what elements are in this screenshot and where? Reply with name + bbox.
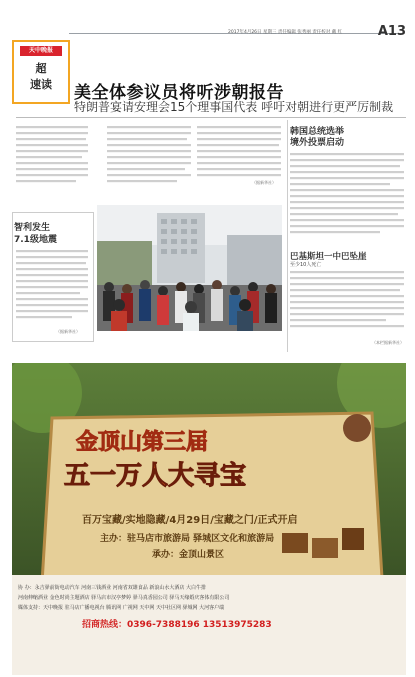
text-lines-graphic [16, 126, 88, 196]
sidebar-credit: （本栏据新华社） [372, 340, 404, 345]
ad-title-line1: 金顶山第三届 [76, 430, 209, 455]
sidebar-story2-subtitle: 至少10人死亡 [290, 262, 322, 268]
ad-hotline-label: 招商热线： [82, 620, 128, 630]
ad-support-line2: 河南伸缩酒业 金色时尚主题酒店 驿马店市汉亭梦婷 驿马真香园公司 驿马天缘婚庆客体有限公司 [18, 595, 230, 601]
lead-credit: （据新华社） [252, 180, 276, 185]
ad-host: 主办：驻马店市旅游局 驿城区文化和旅游局 [100, 534, 275, 544]
ad-banner-date: 4月29日 [169, 515, 211, 526]
sidebar-story1-title-line1: 韩国总统选举 [290, 127, 345, 137]
lead-rule [16, 117, 406, 118]
sidebar-divider [287, 120, 288, 352]
ad-banner-right: /宝藏之门/正式开启 [210, 515, 298, 526]
sidebar-story1-body [290, 153, 404, 243]
lead-headline: 美全体参议员将听涉朝报告 [74, 83, 284, 103]
logo-line2: 速读 [30, 78, 52, 91]
page-top-band [0, 0, 415, 22]
quake-title-line1: 智利发生 [14, 223, 51, 233]
quake-body [16, 250, 88, 326]
text-lines-graphic [290, 271, 404, 337]
section-logo [12, 40, 70, 104]
quake-title-line2: 7.1级地震 [14, 235, 57, 245]
text-lines-graphic [107, 126, 191, 196]
ad-title-line2: 五一万人大寻宝 [64, 461, 247, 491]
ad-support-line1: 协 办：永吉驿前街电动汽车 河南三钱酒业 河南省双雄食品 新浪山水大酒店 大白牛排 [18, 585, 206, 591]
logo-tag: 天中晚报 [20, 46, 62, 56]
sidebar-story2-body [290, 271, 404, 337]
ad-banner [82, 511, 298, 526]
ad-media: 媒体支持：天中晚报 驻马店广播电视台 腾讯网 广视网 天中网 天中社区网 驿城网 大河客户端 [18, 605, 225, 611]
text-lines-graphic [16, 250, 88, 326]
lead-subhead: 特朗普宴请安理会15个理事国代表 呼吁对朝进行更严厉制裁 [74, 100, 394, 114]
crowd-street-photo [97, 205, 282, 331]
dateline: 2017年4月26日 星期三 责任编辑 张秀丽 责任校对 戴 红 [228, 30, 343, 35]
ad-banner-left: 百万宝藏/实地隐藏/ [82, 515, 170, 526]
page-number: A13 [377, 24, 406, 39]
ad-hotline-number: 0396-7388196 13513975283 [127, 620, 272, 630]
logo-line1: 超 [35, 62, 47, 75]
sidebar-story1-title-line2: 境外投票启动 [290, 138, 345, 148]
text-lines-graphic [290, 153, 404, 243]
lead-column-2 [107, 126, 191, 196]
ad-hotline [82, 617, 272, 630]
quake-credit: （据新华社） [56, 329, 80, 334]
news-photo [97, 205, 282, 331]
ad-organizer: 承办：金顶山景区 [152, 550, 225, 560]
sidebar-story2-title: 巴基斯坦一中巴坠崖 [290, 252, 367, 262]
treasure-hunt-ad [12, 363, 406, 675]
sidebar-story1-title [290, 127, 344, 149]
quake-title [14, 222, 57, 246]
lead-column-1 [16, 126, 88, 196]
